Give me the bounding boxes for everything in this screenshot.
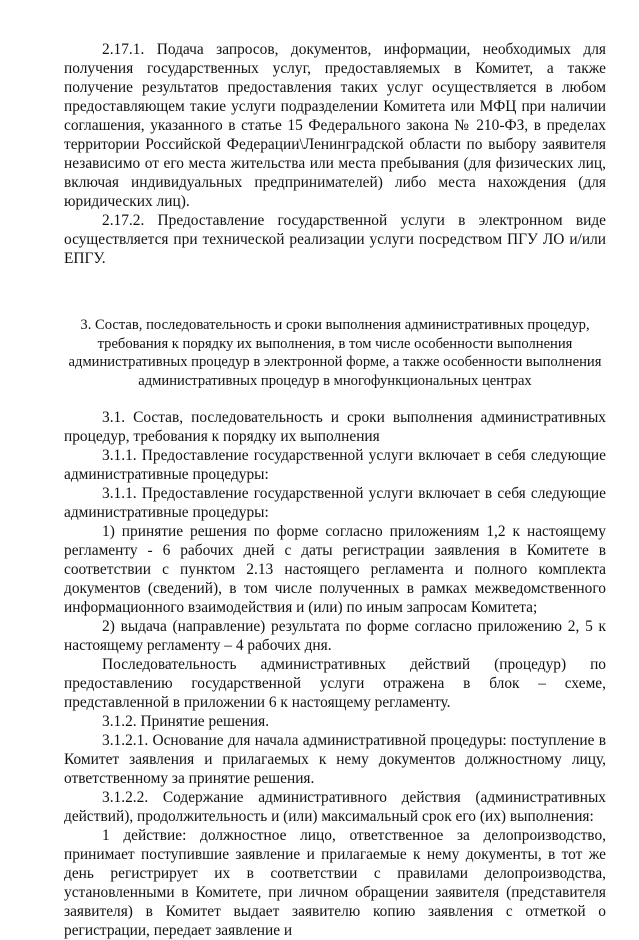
paragraph-2-17-1: 2.17.1. Подача запросов, документов, информации, необходимых для получения государственных услуг, предоставляемых в Комитет, а также получение результатов предоставления таких услуг осуществляется в любом предоставляющем такие услуги подразделении Комитета или МФЦ при наличии соглашения, указанного в статье 15 Федерального закона № 210-ФЗ, в пределах территории Российской Федерации\Ленинградской области по выбору заявителя независимо от его места жительства или места пребывания (для физических лиц, включая индивидуальных предпринимателей) либо места нахождения (для юридических лиц). bbox=[64, 41, 606, 210]
paragraph-2-17-2: 2.17.2. Предоставление государственной услуги в электронном виде осуществляется при технической реализации услуги посредством ПГУ ЛО и/или ЕПГУ. bbox=[64, 212, 606, 267]
list-item-2: 2) выдача (направление) результата по форме согласно приложению 2, 5 к настоящему регламенту – 4 рабочих дня. bbox=[64, 618, 606, 654]
list-item-1: 1) принятие решения по форме согласно приложениям 1,2 к настоящему регламенту - 6 рабочих дней с даты регистрации заявления в Комитете в соответствии с пунктом 2.13 настоящего регламента и полного комплекта документов (сведений), в том числе полученных в рамках межведомственного информационного взаимодействия и (или) по иным запросам Комитета; bbox=[64, 523, 606, 616]
paragraph-3-1-2-2: 3.1.2.2. Содержание административного действия (административных действий), продолжительность и (или) максимальный срок его (их) выполнения: bbox=[64, 789, 606, 825]
paragraph-3-1-2-1: 3.1.2.1. Основание для начала административной процедуры: поступление в Комитет заявления и прилагаемых к нему документов должностному лицу, ответственному за принятие решения. bbox=[64, 732, 606, 787]
paragraph-action-1: 1 действие: должностное лицо, ответственное за делопроизводство, принимает поступившие заявление и прилагаемые к нему документы, в тот же день регистрирует их в соответствии с правилами делопроизводства, установленными в Комитете, при личном обращении заявителя (представителя заявителя) в Комитет выдает заявителю копию заявления с отметкой о регистрации, передает заявление и bbox=[64, 827, 606, 939]
document-page bbox=[64, 40, 606, 940]
paragraph-3-1-1-b: 3.1.1. Предоставление государственной услуги включает в себя следующие административные процедуры: bbox=[64, 485, 606, 521]
paragraph-3-1: 3.1. Состав, последовательность и сроки выполнения административных процедур, требования к порядку их выполнения bbox=[64, 409, 606, 445]
spacer bbox=[64, 390, 606, 408]
paragraph-sequence: Последовательность административных действий (процедур) по предоставлению государственной услуги отражена в блок – схеме, представленной в приложении 6 к настоящему регламенту. bbox=[64, 656, 606, 711]
section-heading: 3. Состав, последовательность и сроки выполнения административных процедур, требования к порядку их выполнения, в том числе особенности выполнения административных процедур в электронной форме, а также особенности выполнения административных процедур в многофункциональных центрах bbox=[68, 317, 602, 389]
paragraph-3-1-2: 3.1.2. Принятие решения. bbox=[102, 713, 270, 730]
paragraph-3-1-1-a: 3.1.1. Предоставление государственной услуги включает в себя следующие административные процедуры: bbox=[64, 447, 606, 483]
